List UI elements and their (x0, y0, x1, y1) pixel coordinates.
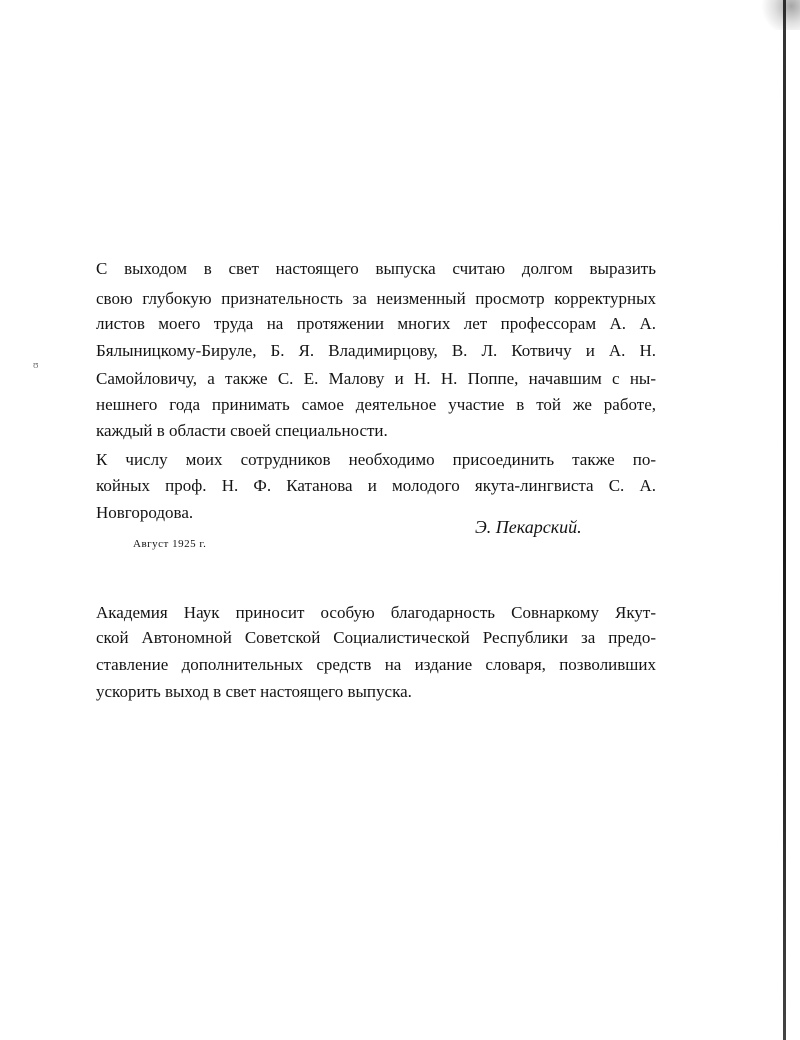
paragraph1-line: нешнего года принимать самое деятельное участие в той же работе, (96, 395, 656, 414)
paragraph1-line: листов моего труда на протяжении многих лет профессорам А. А. (96, 314, 656, 333)
paragraph3-line: ставление дополнительных средств на издание словаря, позволивших (96, 655, 656, 674)
paragraph1-line: С выходом в свет настоящего выпуска считаю долгом выразить (96, 259, 656, 278)
paragraph3-line: Академия Наук приносит особую благодарность Совнаркому Якут- (96, 603, 656, 622)
paragraph2-line: Новгородова. (96, 503, 194, 522)
paragraph1-line: каждый в области своей специальности. (96, 421, 388, 440)
paragraph1-line: свою глубокую признательность за неизменный просмотр корректурных (96, 289, 656, 308)
author-signature: Э. Пекарский. (475, 517, 582, 537)
paragraph2-line: койных проф. Н. Ф. Катанова и молодого якута-лингвиста С. А. (96, 476, 656, 495)
paragraph3-line: ускорить выход в свет настоящего выпуска. (96, 682, 412, 701)
scan-page-edge (783, 0, 786, 1040)
paragraph3-line: ской Автономной Советской Социалистической Республики за предо- (96, 628, 656, 647)
margin-mark-icon: ʊ (33, 360, 39, 371)
paragraph1-line: Бялыницкому-Бируле, Б. Я. Владимирцову, В. Л. Котвичу и А. Н. (96, 341, 656, 360)
date-line: Август 1925 г. (133, 538, 207, 550)
paragraph2-line: К числу моих сотрудников необходимо присоединить также по- (96, 450, 656, 469)
scan-corner-noise (756, 0, 800, 30)
paragraph1-line: Самойловичу, а также С. Е. Малову и Н. Н. Поппе, начавшим с ны- (96, 369, 656, 388)
